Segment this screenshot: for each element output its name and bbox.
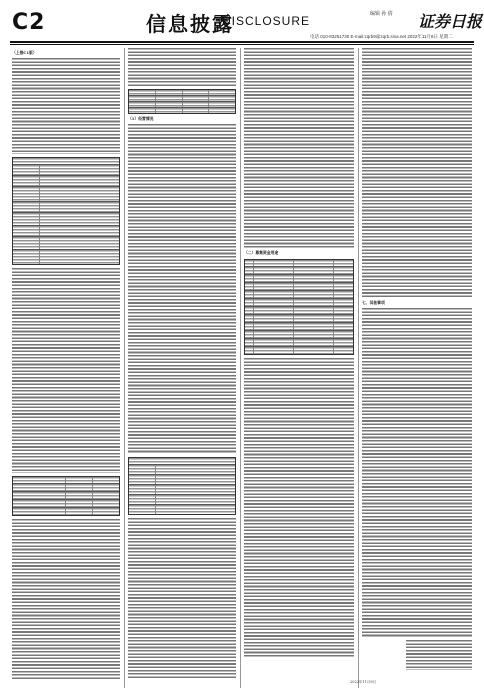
body-text-block: [244, 48, 354, 248]
header-rule-thin: [10, 44, 474, 45]
footer-date: 2022年11月8日: [350, 680, 377, 684]
column-divider: [358, 48, 359, 688]
section-title-en: DISCLOSURE: [222, 14, 311, 28]
body-text-block: [12, 58, 120, 154]
newspaper-logo: 证券日报: [418, 12, 483, 31]
body-text-block: [128, 48, 236, 86]
column-heading: （1）经营情况: [128, 116, 154, 121]
column-heading: 七、其他事项: [362, 300, 385, 305]
data-table: [244, 259, 354, 355]
editor-line: 编辑 孙 倩: [370, 11, 393, 17]
column-heading: （上接C1版）: [12, 50, 37, 55]
contact-meta: 电话 010-83251730 E-mail:zqrb9@zqrb.sina.net 2022年11月8日 星期二: [310, 34, 453, 39]
page-number: C2: [12, 10, 46, 35]
column-divider: [124, 48, 125, 688]
column-heading: （二）募集资金用途: [244, 250, 279, 255]
text-column-4: [362, 48, 472, 690]
body-text-block: [128, 124, 236, 454]
body-text-block: [128, 518, 236, 678]
header-rule: [10, 41, 474, 43]
body-text-block: [362, 48, 472, 298]
data-table: [128, 89, 236, 114]
text-column-3: [244, 48, 354, 690]
text-column-2: [128, 48, 236, 690]
section-title: 信息披露: [146, 12, 234, 36]
column-divider: [240, 48, 241, 688]
signature-block: [406, 640, 472, 670]
page-header: [0, 0, 484, 42]
text-column-1: [12, 48, 120, 690]
body-text-block: [244, 358, 354, 658]
body-text-block: [362, 308, 472, 638]
data-table: [128, 457, 236, 515]
body-text-block: [12, 268, 120, 473]
body-text-block: [12, 519, 120, 679]
data-table: [12, 476, 120, 516]
data-table: [12, 157, 120, 265]
